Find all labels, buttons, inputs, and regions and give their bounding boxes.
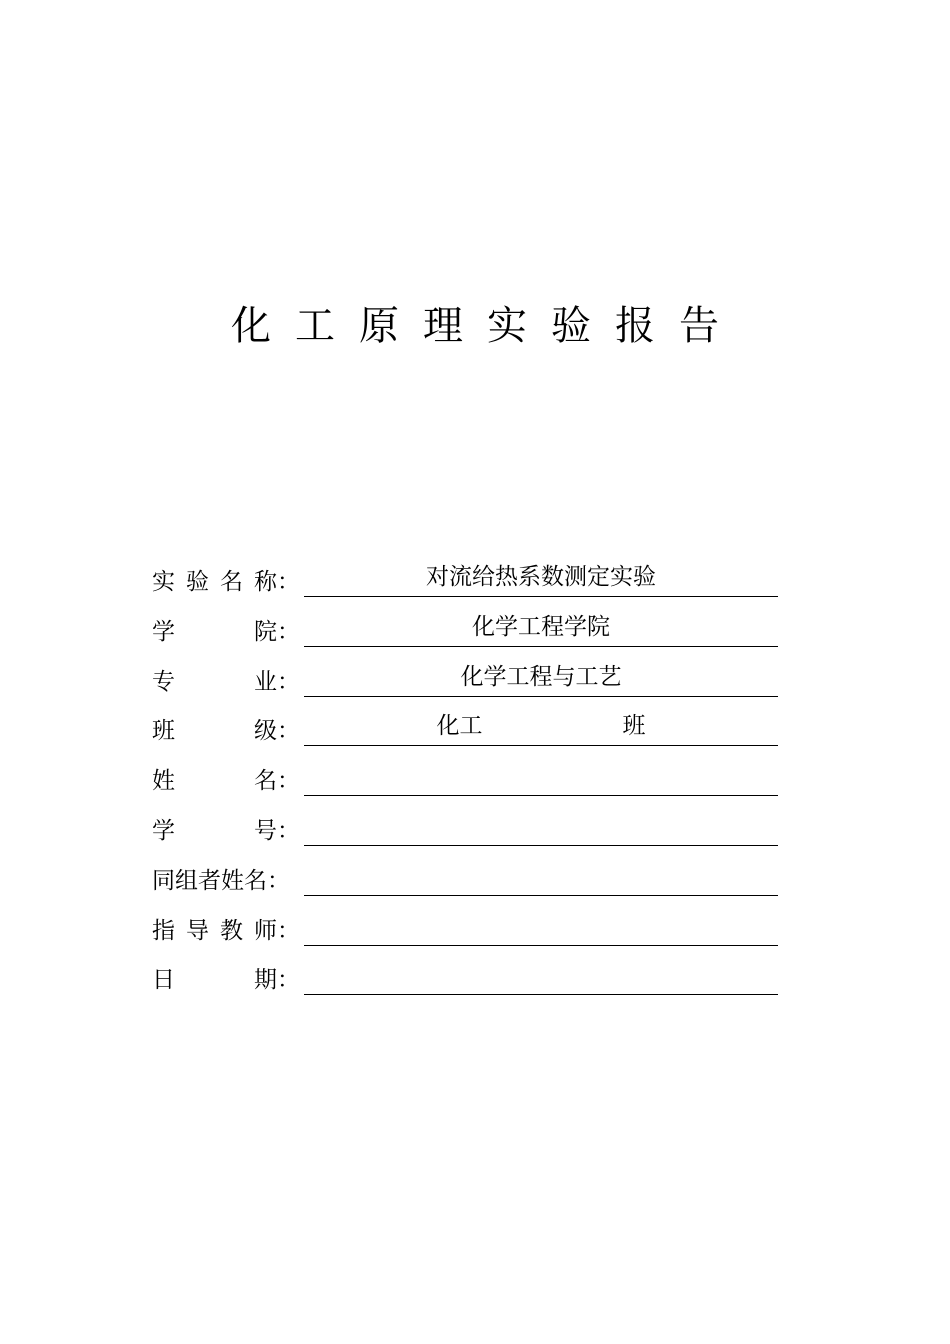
experiment-name-value[interactable]: 对流给热系数测定实验 — [304, 562, 778, 597]
field-label — [152, 667, 300, 697]
field-college — [152, 597, 778, 647]
name-value[interactable] — [304, 761, 778, 796]
label-char: 日 — [152, 967, 175, 993]
label-char: 业： — [254, 669, 300, 695]
label-char: 教 — [220, 918, 243, 944]
label-char: 学 — [152, 619, 175, 645]
label-char: 名： — [254, 768, 300, 794]
label-char: 实 — [152, 569, 175, 595]
label-char: 专 — [152, 669, 175, 695]
field-class — [152, 696, 778, 746]
field-label — [152, 916, 300, 946]
field-label — [152, 866, 300, 896]
label-char: 指 — [152, 918, 175, 944]
field-label — [152, 816, 300, 846]
label-char: 号： — [254, 818, 300, 844]
field-major — [152, 647, 778, 697]
label-char: 姓 — [152, 768, 175, 794]
label-char: 称： — [254, 569, 300, 595]
label-char: 验 — [186, 569, 209, 595]
label-char: 院： — [254, 619, 300, 645]
group-members-value[interactable] — [304, 861, 778, 896]
class-value[interactable] — [304, 711, 778, 746]
field-experiment-name — [152, 547, 778, 597]
label-char: 学 — [152, 818, 175, 844]
label-char: 期： — [254, 967, 300, 993]
label-char: 名 — [220, 569, 243, 595]
field-name — [152, 746, 778, 796]
label-char: 师： — [254, 918, 300, 944]
major-value[interactable]: 化学工程与工艺 — [304, 662, 778, 697]
label-char: 同组者姓名： — [152, 868, 290, 894]
field-group-members — [152, 846, 778, 896]
field-label — [152, 965, 300, 995]
field-instructor — [152, 896, 778, 946]
field-label — [152, 766, 300, 796]
field-label — [152, 617, 300, 647]
college-value[interactable]: 化学工程学院 — [304, 612, 778, 647]
field-label — [152, 716, 300, 746]
field-date — [152, 945, 778, 995]
class-suffix: 班 — [622, 713, 646, 739]
class-prefix: 化工 — [436, 713, 483, 739]
field-student-id — [152, 796, 778, 846]
instructor-value[interactable] — [304, 911, 778, 946]
label-char: 级： — [254, 718, 300, 744]
report-title: 化工原理实验报告 — [231, 303, 743, 349]
label-char: 导 — [186, 918, 209, 944]
date-value[interactable] — [304, 960, 778, 995]
label-char: 班 — [152, 718, 175, 744]
field-label — [152, 567, 300, 597]
student-id-value[interactable] — [304, 811, 778, 846]
